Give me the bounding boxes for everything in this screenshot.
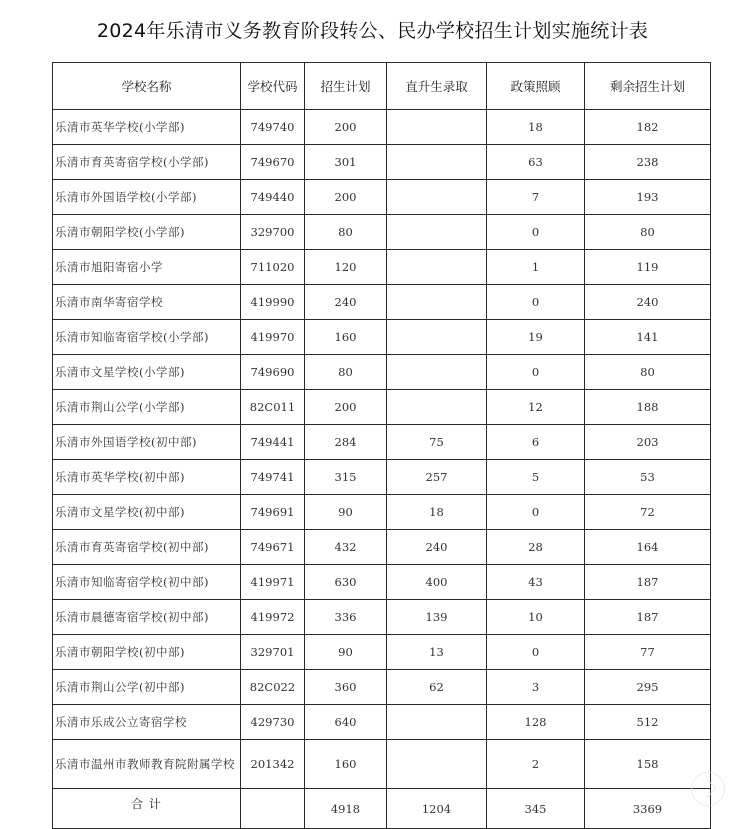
cell-enrollment-plan: 336	[305, 600, 387, 635]
cell-direct-promotion: 62	[387, 670, 487, 705]
cell-remaining-plan: 182	[585, 110, 711, 145]
cell-policy-care: 5	[487, 460, 585, 495]
cell-remaining-plan: 77	[585, 635, 711, 670]
cell-school-code: 749671	[241, 530, 305, 565]
cell-direct-promotion	[387, 705, 487, 740]
cell-enrollment-plan: 90	[305, 495, 387, 530]
cell-school-code: 329700	[241, 215, 305, 250]
cell-remaining-plan: 80	[585, 355, 711, 390]
cell-enrollment-plan: 315	[305, 460, 387, 495]
cell-enrollment-plan: 432	[305, 530, 387, 565]
cell-enrollment-plan: 640	[305, 705, 387, 740]
cell-policy-care: 0	[487, 355, 585, 390]
cell-school-code: 419970	[241, 320, 305, 355]
cell-remaining-plan: 295	[585, 670, 711, 705]
cell-enrollment-plan: 160	[305, 320, 387, 355]
table-row	[53, 320, 711, 355]
table-row	[53, 705, 711, 740]
cell-enrollment-plan: 120	[305, 250, 387, 285]
cell-school-code: 749670	[241, 145, 305, 180]
table-row	[53, 355, 711, 390]
cell-enrollment-plan: 240	[305, 285, 387, 320]
cell-remaining-plan: 80	[585, 215, 711, 250]
cell-remaining-plan: 158	[585, 740, 711, 789]
header-policy-care: 政策照顾	[487, 63, 585, 110]
cell-policy-care: 1	[487, 250, 585, 285]
table-row	[53, 495, 711, 530]
cell-enrollment-plan: 90	[305, 635, 387, 670]
table-row	[53, 740, 711, 789]
cell-school-name: 乐清市朝阳学校(初中部)	[53, 635, 241, 670]
cell-direct-promotion: 240	[387, 530, 487, 565]
table-row	[53, 530, 711, 565]
cell-school-code: 749691	[241, 495, 305, 530]
total-policy-care: 345	[487, 789, 585, 829]
cell-school-code: 419990	[241, 285, 305, 320]
total-row	[53, 789, 711, 829]
cell-direct-promotion: 75	[387, 425, 487, 460]
cell-remaining-plan: 512	[585, 705, 711, 740]
table-row	[53, 250, 711, 285]
cell-school-code: 749440	[241, 180, 305, 215]
cell-remaining-plan: 240	[585, 285, 711, 320]
cell-policy-care: 0	[487, 285, 585, 320]
cell-direct-promotion	[387, 180, 487, 215]
cell-school-code: 749741	[241, 460, 305, 495]
cell-policy-care: 0	[487, 635, 585, 670]
total-school-code	[241, 789, 305, 829]
cell-policy-care: 2	[487, 740, 585, 789]
cell-enrollment-plan: 80	[305, 215, 387, 250]
cell-direct-promotion	[387, 390, 487, 425]
header-direct-promotion: 直升生录取	[387, 63, 487, 110]
cell-remaining-plan: 188	[585, 390, 711, 425]
cell-school-name: 乐清市乐成公立寄宿学校	[53, 705, 241, 740]
cell-school-code: 749740	[241, 110, 305, 145]
cell-remaining-plan: 187	[585, 565, 711, 600]
table-row	[53, 180, 711, 215]
cell-direct-promotion: 18	[387, 495, 487, 530]
cell-policy-care: 63	[487, 145, 585, 180]
table-row	[53, 670, 711, 705]
cell-school-name: 乐清市文星学校(小学部)	[53, 355, 241, 390]
cell-school-name: 乐清市旭阳寄宿小学	[53, 250, 241, 285]
cell-direct-promotion: 139	[387, 600, 487, 635]
enrollment-plan-table	[52, 62, 711, 829]
cell-policy-care: 43	[487, 565, 585, 600]
cell-enrollment-plan: 630	[305, 565, 387, 600]
cell-direct-promotion	[387, 740, 487, 789]
cell-school-name: 乐清市英华学校(初中部)	[53, 460, 241, 495]
cell-school-name: 乐清市朝阳学校(小学部)	[53, 215, 241, 250]
table-row	[53, 215, 711, 250]
table-row	[53, 110, 711, 145]
cell-enrollment-plan: 80	[305, 355, 387, 390]
table-row	[53, 390, 711, 425]
cell-enrollment-plan: 160	[305, 740, 387, 789]
cell-school-name: 乐清市知临寄宿学校(初中部)	[53, 565, 241, 600]
cell-school-code: 749441	[241, 425, 305, 460]
page-title: 2024年乐清市义务教育阶段转公、民办学校招生计划实施统计表	[96, 20, 649, 42]
cell-direct-promotion	[387, 320, 487, 355]
cell-policy-care: 18	[487, 110, 585, 145]
cell-enrollment-plan: 200	[305, 110, 387, 145]
cell-remaining-plan: 72	[585, 495, 711, 530]
cell-policy-care: 6	[487, 425, 585, 460]
cell-school-code: 82C022	[241, 670, 305, 705]
cell-policy-care: 0	[487, 495, 585, 530]
table-row	[53, 425, 711, 460]
cell-school-name: 乐清市育英寄宿学校(小学部)	[53, 145, 241, 180]
cell-direct-promotion: 257	[387, 460, 487, 495]
cell-school-code: 329701	[241, 635, 305, 670]
header-school-name: 学校名称	[53, 63, 241, 110]
cell-school-name: 乐清市荆山公学(小学部)	[53, 390, 241, 425]
cell-school-code: 201342	[241, 740, 305, 789]
cell-enrollment-plan: 200	[305, 390, 387, 425]
header-remaining-plan: 剩余招生计划	[585, 63, 711, 110]
total-direct-promotion: 1204	[387, 789, 487, 829]
cell-school-name: 乐清市英华学校(小学部)	[53, 110, 241, 145]
cell-policy-care: 3	[487, 670, 585, 705]
cell-policy-care: 28	[487, 530, 585, 565]
cell-school-code: 419971	[241, 565, 305, 600]
cell-direct-promotion: 13	[387, 635, 487, 670]
cell-school-name: 乐清市晨德寄宿学校(初中部)	[53, 600, 241, 635]
cell-school-name: 乐清市文星学校(初中部)	[53, 495, 241, 530]
cell-enrollment-plan: 360	[305, 670, 387, 705]
cell-policy-care: 10	[487, 600, 585, 635]
cell-school-code: 749690	[241, 355, 305, 390]
cell-school-code: 429730	[241, 705, 305, 740]
cell-direct-promotion	[387, 250, 487, 285]
cell-school-code: 711020	[241, 250, 305, 285]
cell-policy-care: 7	[487, 180, 585, 215]
cell-remaining-plan: 164	[585, 530, 711, 565]
cell-remaining-plan: 141	[585, 320, 711, 355]
table-row	[53, 600, 711, 635]
table-row	[53, 285, 711, 320]
cell-direct-promotion: 400	[387, 565, 487, 600]
cell-remaining-plan: 187	[585, 600, 711, 635]
cell-school-name: 乐清市南华寄宿学校	[53, 285, 241, 320]
cell-remaining-plan: 238	[585, 145, 711, 180]
total-enrollment-plan: 4918	[305, 789, 387, 829]
table-row	[53, 635, 711, 670]
cell-school-code: 419972	[241, 600, 305, 635]
cell-direct-promotion	[387, 215, 487, 250]
table-row	[53, 460, 711, 495]
cell-school-code: 82C011	[241, 390, 305, 425]
cell-remaining-plan: 53	[585, 460, 711, 495]
total-label: 合 计	[53, 789, 241, 829]
cell-school-name: 乐清市外国语学校(初中部)	[53, 425, 241, 460]
cell-direct-promotion	[387, 110, 487, 145]
cell-policy-care: 0	[487, 215, 585, 250]
cell-school-name: 乐清市外国语学校(小学部)	[53, 180, 241, 215]
cell-school-name: 乐清市荆山公学(初中部)	[53, 670, 241, 705]
header-enrollment-plan: 招生计划	[305, 63, 387, 110]
total-remaining-plan: 3369	[585, 789, 711, 829]
cell-policy-care: 128	[487, 705, 585, 740]
cell-enrollment-plan: 200	[305, 180, 387, 215]
cell-direct-promotion	[387, 145, 487, 180]
cell-remaining-plan: 193	[585, 180, 711, 215]
cell-direct-promotion	[387, 285, 487, 320]
watermark-logo-icon	[691, 772, 725, 806]
table-row	[53, 565, 711, 600]
cell-school-name: 乐清市育英寄宿学校(初中部)	[53, 530, 241, 565]
cell-school-name: 乐清市知临寄宿学校(小学部)	[53, 320, 241, 355]
cell-policy-care: 19	[487, 320, 585, 355]
table-header-row	[53, 63, 711, 110]
cell-remaining-plan: 203	[585, 425, 711, 460]
cell-enrollment-plan: 284	[305, 425, 387, 460]
cell-direct-promotion	[387, 355, 487, 390]
cell-school-name: 乐清市温州市教师教育院附属学校	[53, 740, 241, 789]
cell-remaining-plan: 119	[585, 250, 711, 285]
header-school-code: 学校代码	[241, 63, 305, 110]
cell-policy-care: 12	[487, 390, 585, 425]
table-row	[53, 145, 711, 180]
cell-enrollment-plan: 301	[305, 145, 387, 180]
